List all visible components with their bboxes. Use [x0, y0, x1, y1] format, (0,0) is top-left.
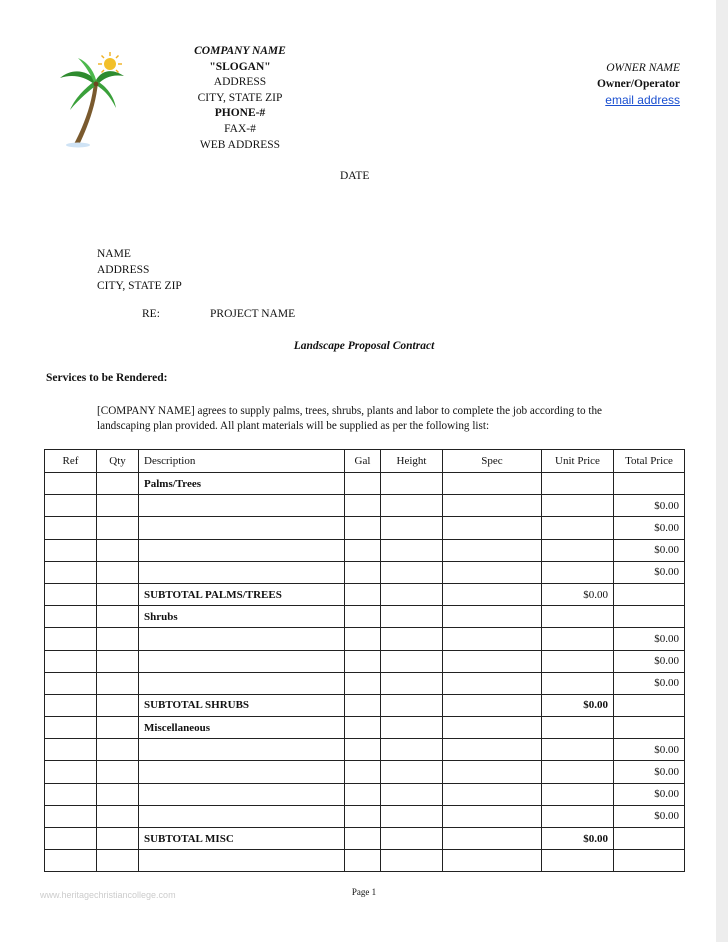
header-description: Description — [139, 450, 345, 473]
cell-qty — [97, 828, 139, 850]
header-ref: Ref — [45, 450, 97, 473]
cell-ref — [45, 761, 97, 783]
cell-total-price: $0.00 — [614, 783, 685, 805]
company-address: ADDRESS — [213, 76, 267, 89]
cell-height — [381, 561, 443, 583]
items-table — [44, 449, 685, 872]
cell-height — [381, 495, 443, 517]
cell-gal — [345, 561, 381, 583]
cell-unit-price: $0.00 — [542, 828, 614, 850]
cell-gal — [345, 694, 381, 716]
table-row — [45, 561, 685, 583]
cell-height — [381, 473, 443, 495]
cell-spec — [443, 805, 542, 827]
cell-description — [139, 761, 345, 783]
cell-qty — [97, 761, 139, 783]
cell-ref — [45, 650, 97, 672]
table-row — [45, 517, 685, 539]
cell-spec — [443, 739, 542, 761]
owner-email-link[interactable]: email address — [605, 93, 680, 107]
cell-total-price: $0.00 — [614, 805, 685, 827]
cell-spec — [443, 473, 542, 495]
cell-unit-price — [542, 717, 614, 739]
table-row — [45, 628, 685, 650]
document-title: Landscape Proposal Contract — [293, 340, 435, 352]
cell-description — [139, 783, 345, 805]
cell-height — [381, 694, 443, 716]
header-qty: Qty — [97, 450, 139, 473]
table-row — [45, 850, 685, 872]
intro-paragraph: [COMPANY NAME] agrees to supply palms, trees, shrubs, plants and labor to complete the job according to the landscaping plan provided. All plant materials will be supplied as per the following list: — [97, 405, 603, 432]
cell-total-price: $0.00 — [614, 739, 685, 761]
cell-unit-price — [542, 739, 614, 761]
cell-ref — [45, 583, 97, 605]
services-heading: Services to be Rendered: — [46, 372, 168, 384]
table-row — [45, 828, 685, 850]
cell-ref — [45, 739, 97, 761]
cell-description: SUBTOTAL SHRUBS — [139, 694, 345, 716]
cell-description — [139, 739, 345, 761]
cell-height — [381, 850, 443, 872]
cell-ref — [45, 694, 97, 716]
cell-description: Miscellaneous — [139, 717, 345, 739]
cell-qty — [97, 805, 139, 827]
cell-description — [139, 805, 345, 827]
cell-qty — [97, 628, 139, 650]
cell-description — [139, 517, 345, 539]
cell-qty — [97, 473, 139, 495]
cell-spec — [443, 561, 542, 583]
owner-name: OWNER NAME — [606, 62, 680, 74]
client-address: ADDRESS — [97, 264, 150, 276]
cell-description — [139, 539, 345, 561]
cell-unit-price — [542, 606, 614, 628]
table-row — [45, 495, 685, 517]
cell-spec — [443, 517, 542, 539]
cell-total-price — [614, 583, 685, 605]
cell-total-price — [614, 606, 685, 628]
header-unit-price: Unit Price — [542, 450, 614, 473]
cell-unit-price — [542, 473, 614, 495]
cell-ref — [45, 539, 97, 561]
cell-spec — [443, 628, 542, 650]
cell-height — [381, 583, 443, 605]
table-row — [45, 650, 685, 672]
cell-description: Shrubs — [139, 606, 345, 628]
table-row — [45, 672, 685, 694]
cell-spec — [443, 606, 542, 628]
cell-qty — [97, 717, 139, 739]
cell-ref — [45, 672, 97, 694]
owner-block — [560, 60, 680, 108]
cell-total-price: $0.00 — [614, 495, 685, 517]
company-city-state-zip: CITY, STATE ZIP — [197, 91, 283, 104]
cell-qty — [97, 650, 139, 672]
table-row — [45, 583, 685, 605]
cell-description: SUBTOTAL MISC — [139, 828, 345, 850]
cell-qty — [97, 583, 139, 605]
cell-description — [139, 850, 345, 872]
cell-spec — [443, 495, 542, 517]
cell-ref — [45, 717, 97, 739]
cell-height — [381, 628, 443, 650]
cell-height — [381, 517, 443, 539]
cell-spec — [443, 539, 542, 561]
cell-spec — [443, 650, 542, 672]
header-height: Height — [381, 450, 443, 473]
cell-total-price: $0.00 — [614, 561, 685, 583]
cell-qty — [97, 850, 139, 872]
cell-total-price — [614, 850, 685, 872]
cell-ref — [45, 783, 97, 805]
cell-ref — [45, 606, 97, 628]
cell-description — [139, 561, 345, 583]
cell-ref — [45, 561, 97, 583]
cell-unit-price — [542, 495, 614, 517]
cell-description — [139, 495, 345, 517]
watermark: www.heritagechristiancollege.com — [40, 890, 176, 900]
company-web: WEB ADDRESS — [199, 138, 281, 151]
cell-qty — [97, 672, 139, 694]
table-row — [45, 694, 685, 716]
cell-total-price — [614, 717, 685, 739]
cell-gal — [345, 828, 381, 850]
cell-spec — [443, 694, 542, 716]
cell-unit-price — [542, 761, 614, 783]
cell-unit-price — [542, 783, 614, 805]
table-body — [45, 473, 685, 872]
cell-unit-price — [542, 650, 614, 672]
cell-qty — [97, 694, 139, 716]
re-project-name: PROJECT NAME — [210, 308, 296, 320]
client-city-state-zip: CITY, STATE ZIP — [97, 280, 182, 292]
company-fax: FAX-# — [224, 122, 256, 135]
cell-gal — [345, 717, 381, 739]
cell-height — [381, 606, 443, 628]
cell-height — [381, 717, 443, 739]
cell-gal — [345, 739, 381, 761]
cell-gal — [345, 473, 381, 495]
cell-total-price — [614, 694, 685, 716]
cell-qty — [97, 739, 139, 761]
cell-ref — [45, 517, 97, 539]
cell-ref — [45, 473, 97, 495]
cell-gal — [345, 539, 381, 561]
cell-total-price: $0.00 — [614, 761, 685, 783]
company-slogan: "SLOGAN" — [209, 60, 271, 73]
cell-total-price — [614, 473, 685, 495]
cell-spec — [443, 761, 542, 783]
cell-unit-price — [542, 561, 614, 583]
owner-title: Owner/Operator — [596, 78, 680, 90]
cell-qty — [97, 783, 139, 805]
cell-ref — [45, 850, 97, 872]
table-row — [45, 539, 685, 561]
cell-gal — [345, 783, 381, 805]
cell-spec — [443, 717, 542, 739]
cell-description — [139, 672, 345, 694]
page-edge — [716, 0, 728, 942]
cell-spec — [443, 672, 542, 694]
cell-total-price: $0.00 — [614, 539, 685, 561]
date-label: DATE — [340, 170, 370, 182]
company-phone: PHONE-# — [214, 107, 266, 120]
cell-gal — [345, 606, 381, 628]
table-row — [45, 805, 685, 827]
re-label: RE: — [142, 308, 160, 320]
cell-qty — [97, 561, 139, 583]
table-row — [45, 761, 685, 783]
cell-gal — [345, 628, 381, 650]
table-row — [45, 783, 685, 805]
cell-total-price: $0.00 — [614, 650, 685, 672]
table-row — [45, 473, 685, 495]
client-name: NAME — [97, 248, 131, 260]
company-block — [160, 44, 320, 153]
cell-height — [381, 739, 443, 761]
cell-unit-price — [542, 628, 614, 650]
cell-spec — [443, 583, 542, 605]
cell-unit-price — [542, 850, 614, 872]
cell-height — [381, 539, 443, 561]
cell-qty — [97, 606, 139, 628]
cell-height — [381, 805, 443, 827]
cell-ref — [45, 828, 97, 850]
client-block — [97, 246, 182, 294]
cell-total-price: $0.00 — [614, 672, 685, 694]
cell-qty — [97, 495, 139, 517]
cell-unit-price — [542, 805, 614, 827]
cell-ref — [45, 805, 97, 827]
page-number: Page 1 — [351, 887, 377, 897]
header-gal: Gal — [345, 450, 381, 473]
cell-total-price — [614, 828, 685, 850]
company-name: COMPANY NAME — [194, 45, 286, 57]
cell-gal — [345, 761, 381, 783]
cell-gal — [345, 650, 381, 672]
cell-gal — [345, 850, 381, 872]
table-row — [45, 717, 685, 739]
cell-spec — [443, 850, 542, 872]
cell-ref — [45, 495, 97, 517]
cell-gal — [345, 805, 381, 827]
cell-total-price: $0.00 — [614, 628, 685, 650]
cell-spec — [443, 783, 542, 805]
cell-description: Palms/Trees — [139, 473, 345, 495]
cell-ref — [45, 628, 97, 650]
table-row — [45, 606, 685, 628]
cell-unit-price: $0.00 — [542, 694, 614, 716]
cell-unit-price — [542, 539, 614, 561]
cell-description — [139, 628, 345, 650]
cell-gal — [345, 517, 381, 539]
cell-unit-price — [542, 672, 614, 694]
cell-height — [381, 672, 443, 694]
table-header-row — [45, 450, 685, 473]
palm-tree-logo — [52, 48, 132, 148]
cell-height — [381, 761, 443, 783]
table-row — [45, 739, 685, 761]
cell-height — [381, 650, 443, 672]
cell-description: SUBTOTAL PALMS/TREES — [139, 583, 345, 605]
cell-gal — [345, 583, 381, 605]
cell-gal — [345, 495, 381, 517]
cell-height — [381, 783, 443, 805]
header-total-price: Total Price — [614, 450, 685, 473]
cell-description — [139, 650, 345, 672]
cell-qty — [97, 517, 139, 539]
cell-height — [381, 828, 443, 850]
cell-unit-price: $0.00 — [542, 583, 614, 605]
cell-qty — [97, 539, 139, 561]
cell-total-price: $0.00 — [614, 517, 685, 539]
header-spec: Spec — [443, 450, 542, 473]
cell-gal — [345, 672, 381, 694]
cell-spec — [443, 828, 542, 850]
cell-unit-price — [542, 517, 614, 539]
